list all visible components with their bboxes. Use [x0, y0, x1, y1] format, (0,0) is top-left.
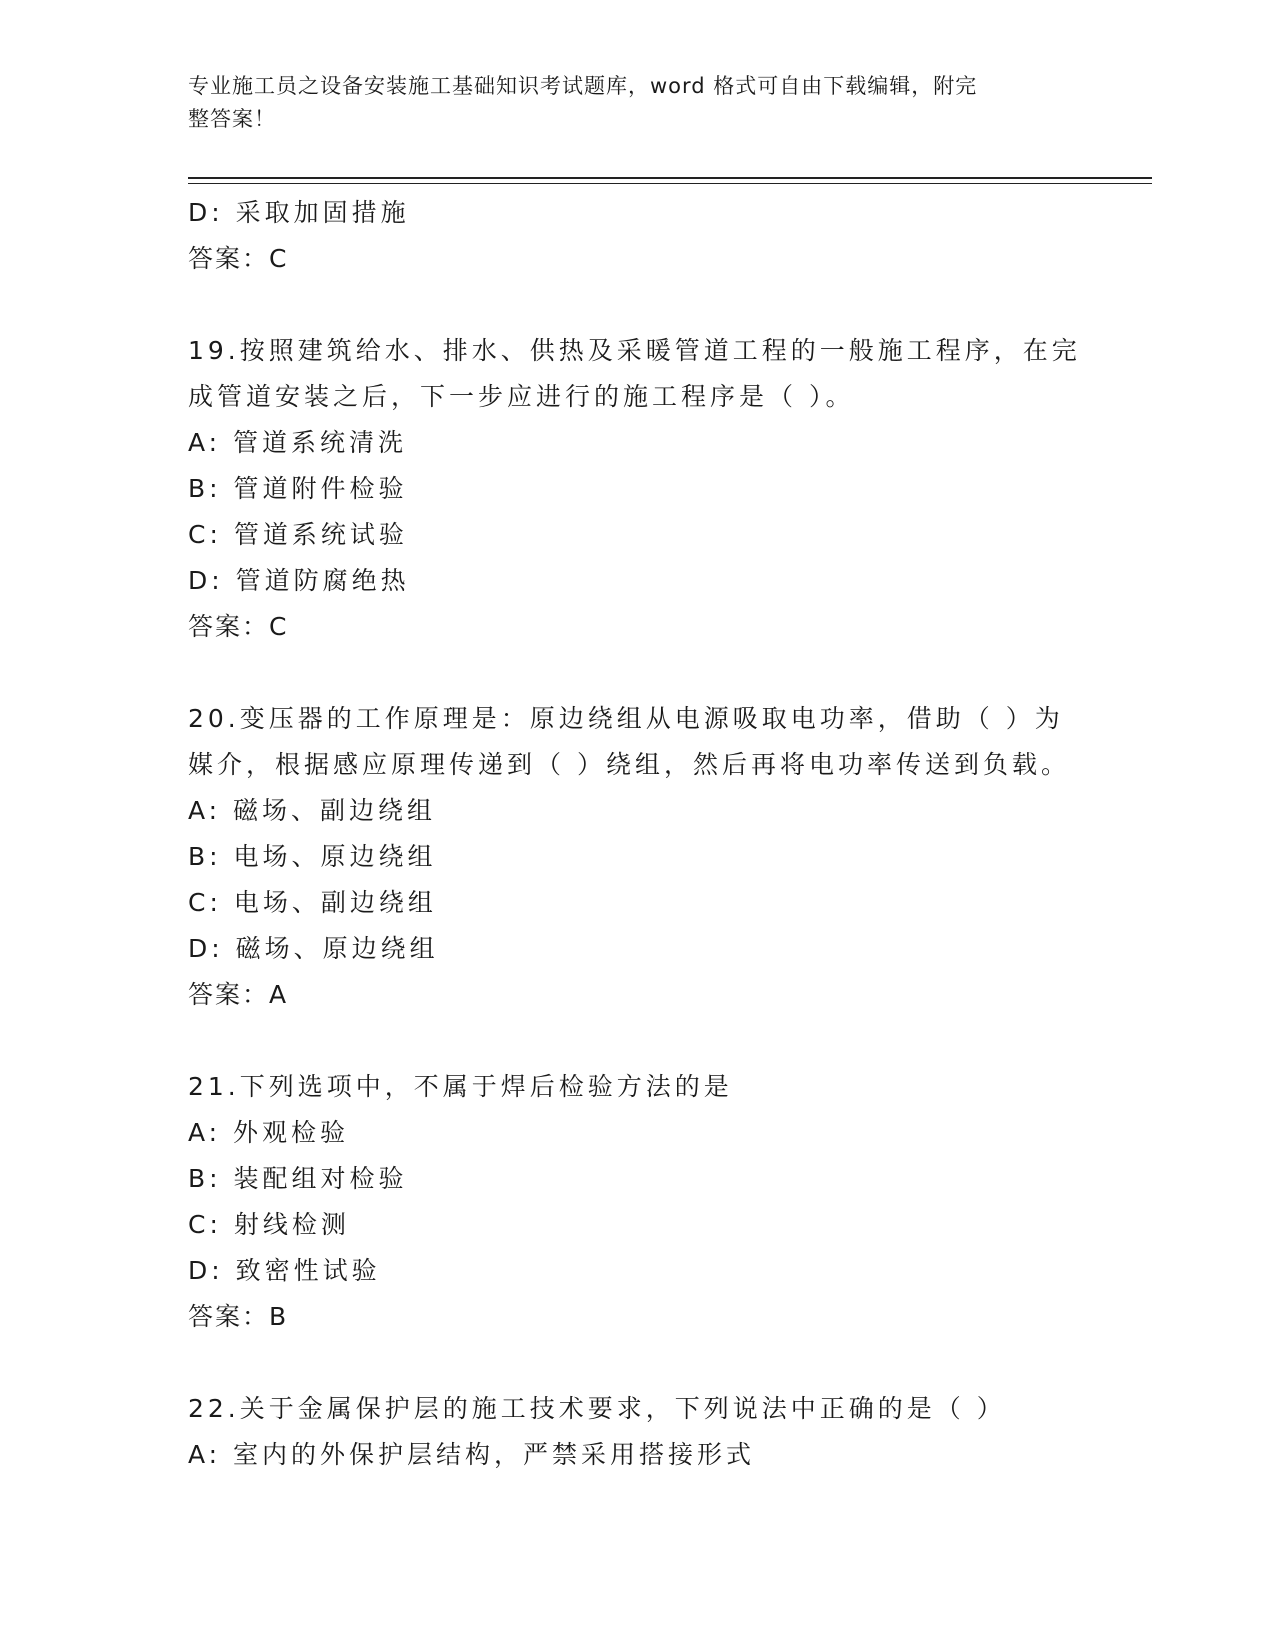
header-line-2: 整答案！ — [188, 107, 276, 131]
option-d: D: 磁场、原边绕组 — [188, 934, 439, 963]
answer-line: 答案：C — [188, 612, 289, 641]
option-a: A: 磁场、副边绕组 — [188, 796, 437, 825]
question-stem-line: 成管道安装之后，下一步应进行的施工程序是（ ）。 — [188, 382, 855, 411]
question-stem-line: 21.下列选项中，不属于焊后检验方法的是 — [188, 1072, 733, 1101]
answer-line: 答案：B — [188, 1302, 289, 1331]
option-b: B: 电场、原边绕组 — [188, 842, 437, 871]
question-20 — [188, 696, 1088, 1018]
header-rule-thick — [188, 177, 1152, 179]
answer-line: 答案：A — [188, 980, 289, 1009]
option-c: C: 管道系统试验 — [188, 520, 408, 549]
option-d: D: 采取加固措施 — [188, 198, 410, 227]
option-b: B: 管道附件检验 — [188, 474, 408, 503]
document-header — [188, 70, 1068, 136]
question-19 — [188, 328, 1088, 650]
question-stem-line: 20.变压器的工作原理是：原边绕组从电源吸取电功率，借助（ ）为 — [188, 704, 1064, 733]
option-c: C: 电场、副边绕组 — [188, 888, 437, 917]
question-stem-line: 媒介，根据感应原理传递到（ ）绕组，然后再将电功率传送到负载。 — [188, 750, 1070, 779]
spacer — [188, 1340, 1088, 1386]
question-stem-line: 19.按照建筑给水、排水、供热及采暖管道工程的一般施工程序，在完 — [188, 336, 1081, 365]
question-stem-line: 22.关于金属保护层的施工技术要求，下列说法中正确的是（ ） — [188, 1394, 1006, 1423]
spacer — [188, 650, 1088, 696]
header-line-1: 专业施工员之设备安装施工基础知识考试题库，word 格式可自由下载编辑，附完 — [188, 74, 978, 98]
option-d: D: 管道防腐绝热 — [188, 566, 410, 595]
option-b: B: 装配组对检验 — [188, 1164, 408, 1193]
answer-line: 答案：C — [188, 244, 289, 273]
spacer — [188, 1018, 1088, 1064]
option-c: C: 射线检测 — [188, 1210, 350, 1239]
option-a: A: 室内的外保护层结构，严禁采用搭接形式 — [188, 1440, 756, 1469]
question-content — [188, 190, 1088, 1478]
question-21 — [188, 1064, 1088, 1340]
option-d: D: 致密性试验 — [188, 1256, 381, 1285]
option-a: A: 外观检验 — [188, 1118, 350, 1147]
header-rule-thin — [188, 183, 1152, 184]
option-a: A: 管道系统清洗 — [188, 428, 408, 457]
spacer — [188, 282, 1088, 328]
question-22 — [188, 1386, 1088, 1478]
